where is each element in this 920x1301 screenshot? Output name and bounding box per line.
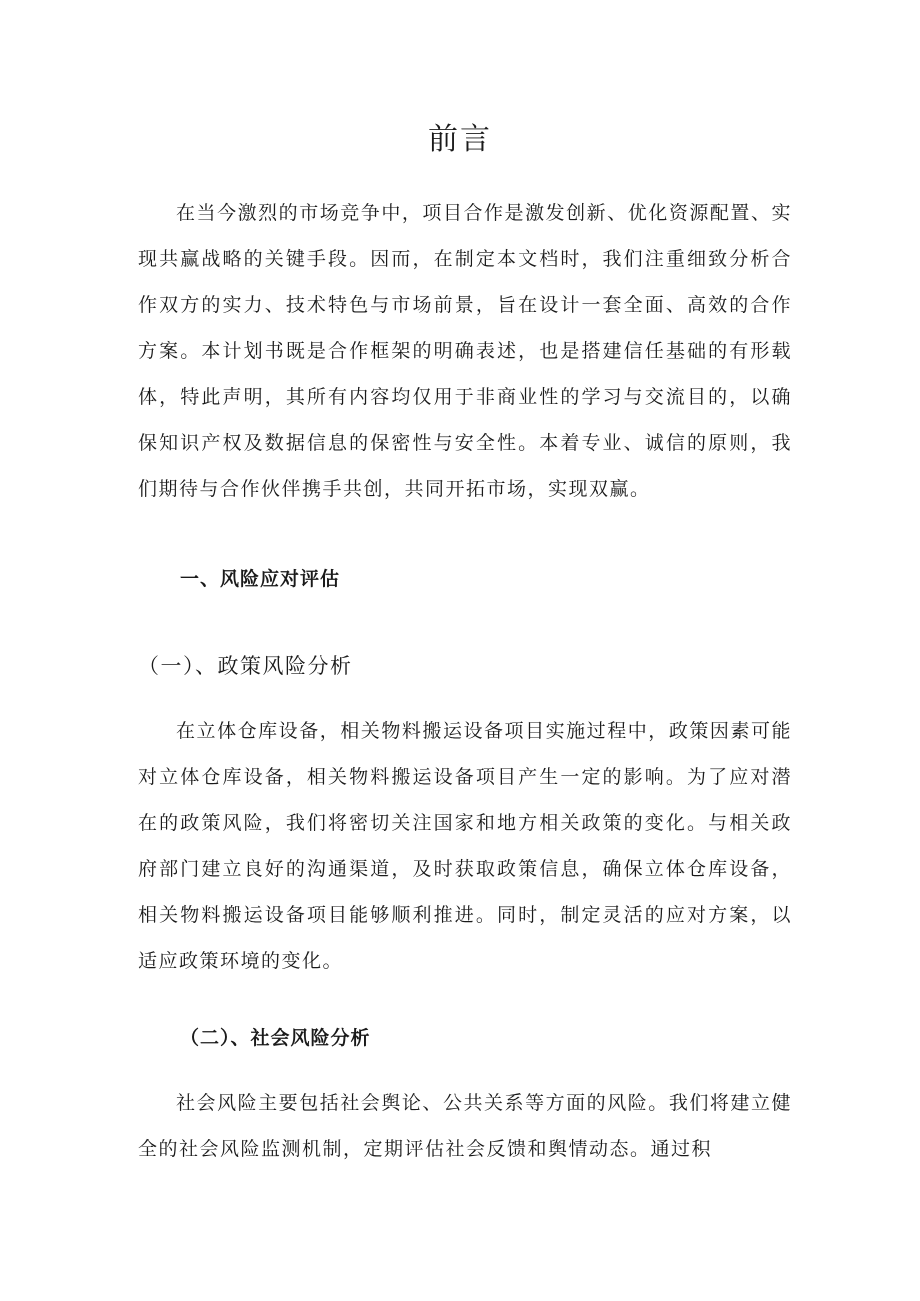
intro-paragraph: 在当今激烈的市场竞争中，项目合作是激发创新、优化资源配置、实现共赢战略的关键手段。因而，在制定本文档时，我们注重细致分析合作双方的实力、技术特色与市场前景，旨在设计一套全面、高效的合作方案。本计划书既是合作框架的明确表述，也是搭建信任基础的有形载体，特此声明，其所有内容均仅用于非商业性的学习与交流目的，以确保知识产权及数据信息的保密性与安全性。本着专业、诚信的原则，我们期待与合作伙伴携手共创，共同开拓市场，实现双赢。 <box>138 202 792 500</box>
social-risk-paragraph: 社会风险主要包括社会舆论、公共关系等方面的风险。我们将建立健全的社会风险监测机制，定期评估社会反馈和舆情动态。通过积 <box>138 1092 792 1160</box>
policy-risk-paragraph: 在立体仓库设备，相关物料搬运设备项目实施过程中，政策因素可能对立体仓库设备，相关物料搬运设备项目产生一定的影响。为了应对潜在的政策风险，我们将密切关注国家和地方相关政策的变化。与相关政府部门建立良好的沟通渠道，及时获取政策信息，确保立体仓库设备，相关物料搬运设备项目能够顺利推进。同时，制定灵活的应对方案，以适应政策环境的变化。 <box>138 720 792 972</box>
subsection-heading-policy-risk: （一）、政策风险分析 <box>138 654 353 678</box>
subsection-heading-social-risk: （二）、社会风险分析 <box>180 1027 371 1049</box>
section-heading-risk-response: 一、风险应对评估 <box>180 568 341 590</box>
page-title: 前言 <box>428 122 492 157</box>
